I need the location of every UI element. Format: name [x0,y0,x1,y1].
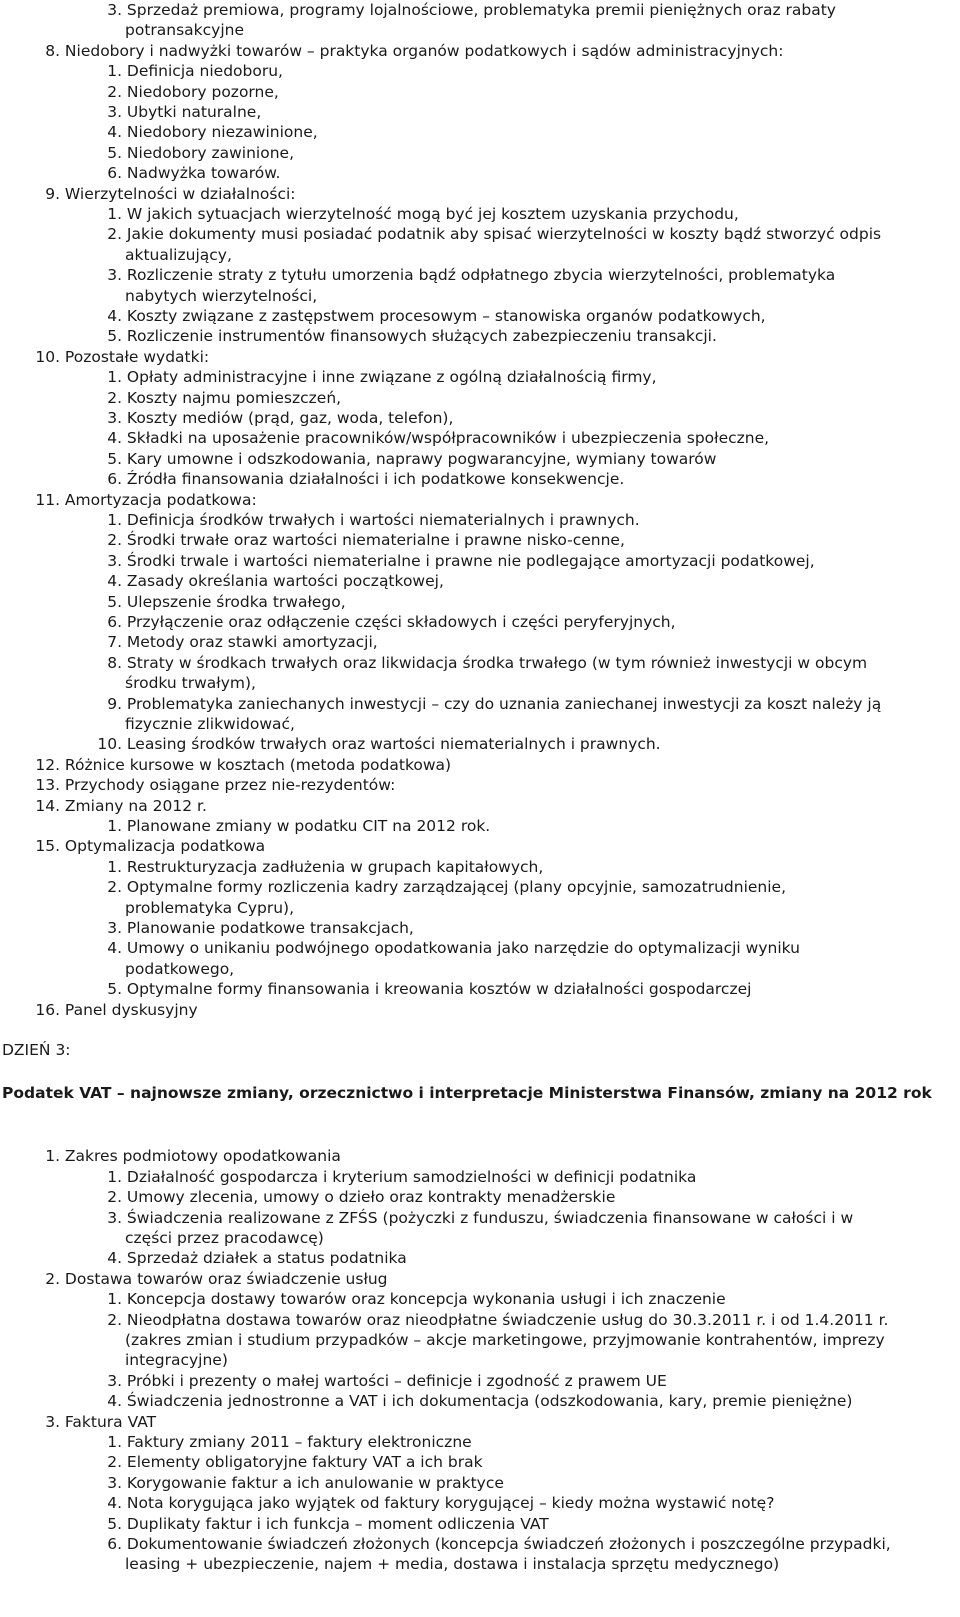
item-number: 2. [107,1310,122,1329]
item-number: 1. [107,1433,122,1451]
outline-subitem [0,122,318,142]
item-text: Elementy obligatoryjne faktury VAT a ich brak [122,1453,483,1472]
outline-subitem [0,326,717,346]
item-number: 1. [45,1147,60,1166]
item-text: Nieodpłatna dostawa towarów oraz nieodpłatne świadczenie usług do 30.3.2011 r. i od 1.4.2011 r. [122,1310,889,1329]
item-text: Składki na uposażenie pracowników/współpracowników i ubezpieczenia społeczne, [122,429,770,448]
item-number: 3. [107,1,122,19]
outline-subitem [0,1208,853,1228]
item-text: Rozliczenie instrumentów finansowych służących zabezpieczeniu transakcji. [122,327,717,346]
item-text: Planowane zmiany w podatku CIT na 2012 rok. [122,817,491,835]
outline-subitem [0,1514,549,1534]
outline-item [0,1269,388,1289]
item-continuation: integracyjne) [125,1351,228,1370]
outline-subitem [0,1371,667,1391]
item-number: 2. [45,1269,60,1288]
outline-subitem [0,61,283,81]
item-number: 3. [107,103,122,121]
item-text: Sprzedaż premiowa, programy lojalnościowe, problematyka premii pieniężnych oraz rabaty [122,1,836,19]
item-number: 5. [107,1514,122,1533]
item-number: 2. [107,388,122,407]
item-text: Sprzedaż działek a status podatnika [122,1249,407,1268]
outline-subitem [0,204,739,224]
item-number: 1. [107,857,122,876]
item-text: Pozostałe wydatki: [60,347,210,366]
item-text: Definicja niedoboru, [122,62,283,81]
outline-subitem [0,571,444,591]
item-number: 1. [107,62,122,81]
item-number: 5. [107,143,122,162]
item-number: 4. [107,939,122,958]
item-number: 4. [107,123,122,142]
outline-item [0,184,296,204]
outline-subitem [0,224,881,244]
item-number: 14. [35,796,60,815]
item-text: Faktura VAT [60,1412,157,1431]
item-text: Środki trwale i wartości niematerialne i prawne nie podlegające amortyzacji podatkowej, [122,551,815,570]
item-text: Ulepszenie środka trwałego, [122,592,346,611]
item-text: Niedobory pozorne, [122,82,279,101]
item-number: 3. [107,1371,122,1390]
item-number: 5. [107,980,122,999]
item-number: 6. [107,613,122,631]
item-text: Restrukturyzacja zadłużenia w grupach kapitałowych, [122,857,544,876]
item-text: Nota korygująca jako wyjątek od faktury korygującej – kiedy można wystawić notę? [122,1494,775,1513]
item-text: Problematyka zaniechanych inwestycji – czy do uznania zaniechanej inwestycji za koszt należy ją [122,694,882,713]
item-continuation: nabytych wierzytelności, [125,286,318,305]
outline-subitem [0,367,657,387]
item-number: 2. [107,531,122,550]
item-number: 2. [107,1453,122,1472]
item-text: Straty w środkach trwałych oraz likwidacja środka trwałego (w tym również inwestycji w obcym [122,653,868,672]
item-text: Niedobory zawinione, [122,143,294,162]
item-number: 3. [107,409,122,427]
item-number: 1. [107,1290,122,1309]
item-text: Duplikaty faktur i ich funkcja – moment odliczenia VAT [122,1514,549,1533]
item-number: 6. [107,1535,122,1553]
item-text: Umowy zlecenia, umowy o dzieło oraz kontrakty menadżerskie [122,1188,616,1207]
outline-subitem [0,612,676,632]
outline-subitem [0,265,835,285]
item-number: 1. [107,1167,122,1186]
item-text: Dostawa towarów oraz świadczenie usług [60,1269,388,1288]
item-text: Leasing środków trwałych oraz wartości niematerialnych i prawnych. [122,735,661,754]
day-heading: DZIEŃ 3: [2,1041,71,1059]
item-continuation: podatkowego, [125,959,235,978]
item-number: 5. [107,327,122,346]
outline-item [0,41,783,61]
outline-subitem [0,1289,726,1309]
item-text: Panel dyskusyjny [60,1000,198,1019]
item-continuation: fizycznie zlikwidować, [125,715,295,733]
item-text: Amortyzacja podatkowa: [60,490,257,509]
item-number: 10. [35,347,60,366]
item-text: Przyłączenie oraz odłączenie części składowych i części peryferyjnych, [122,613,676,631]
item-text: Świadczenia jednostronne a VAT i ich dokumentacja (odszkodowania, kary, premie pieniężne) [122,1392,853,1411]
outline-subitem [0,632,378,652]
item-text: Koncepcja dostawy towarów oraz koncepcja wykonania usługi i ich znaczenie [122,1290,726,1309]
item-number: 10. [97,735,122,754]
item-number: 4. [107,1494,122,1513]
outline-subitem [0,388,341,408]
item-text: Korygowanie faktur a ich anulowanie w praktyce [122,1473,504,1492]
item-text: Umowy o unikaniu podwójnego opodatkowania jako narzędzie do optymalizacji wyniku [122,939,800,958]
outline-item [0,1146,341,1166]
item-number: 1. [107,511,122,529]
item-text: Działalność gospodarcza i kryterium samodzielności w definicji podatnika [122,1167,697,1186]
item-text: Świadczenia realizowane z ZFŚS (pożyczki z funduszu, świadczenia finansowane w całości i w [122,1208,854,1227]
item-text: Opłaty administracyjne i inne związane z ogólną działalnością firmy, [122,368,657,387]
item-number: 4. [107,307,122,325]
outline-subitem [0,1167,696,1187]
item-text: Kary umowne i odszkodowania, naprawy pogwarancyjne, wymiany towarów [122,449,717,468]
item-number: 6. [107,470,122,489]
outline-subitem [0,979,751,999]
item-text: Dokumentowanie świadczeń złożonych (koncepcja świadczeń złożonych i poszczególne przypadki, [122,1535,891,1553]
outline-subitem [0,1534,891,1554]
item-number: 16. [35,1000,60,1019]
outline-subitem [0,1391,852,1411]
outline-subitem [0,551,815,571]
item-number: 11. [35,490,60,509]
item-text: Środki trwałe oraz wartości niematerialne i prawne nisko-cenne, [122,531,625,550]
item-number: 3. [107,551,122,570]
item-text: Optymalizacja podatkowa [60,837,266,856]
item-text: Koszty najmu pomieszczeń, [122,388,342,407]
item-number: 3. [107,266,122,285]
item-text: Ubytki naturalne, [122,103,262,121]
item-number: 4. [107,429,122,448]
item-text: Różnice kursowe w kosztach (metoda podatkowa) [60,755,452,774]
outline-subitem [0,816,490,836]
item-number: 2. [107,1188,122,1207]
outline-subitem [0,1248,407,1268]
item-text: Rozliczenie straty z tytułu umorzenia bądź odpłatnego zbycia wierzytelności, problematyka [122,266,836,285]
item-number: 1. [107,205,122,223]
item-text: Faktury zmiany 2011 – faktury elektroniczne [122,1433,472,1451]
item-number: 7. [107,633,122,652]
item-continuation: problematyka Cypru), [125,898,295,917]
item-text: Optymalne formy rozliczenia kadry zarządzającej (plany opcyjnie, samozatrudnienie, [122,878,787,897]
outline-subitem [0,1310,888,1330]
item-number: 13. [35,776,60,795]
item-continuation: potransakcyjne [125,21,245,40]
item-continuation: leasing + ubezpieczenie, najem + media, dostawa i instalacja sprzętu medycznego) [125,1555,780,1574]
outline-subitem [0,530,625,550]
item-number: 4. [107,1249,122,1268]
outline-subitem [0,1473,504,1493]
item-text: Niedobory niezawinione, [122,123,318,142]
item-number: 15. [35,837,60,856]
outline-subitem [0,82,279,102]
item-number: 8. [107,653,122,672]
outline-item [0,1000,198,1020]
section-title: Podatek VAT – najnowsze zmiany, orzecznictwo i interpretacje Ministerstwa Finansów, zmiany na 2012 rok [2,1084,932,1103]
outline-item [0,796,207,816]
item-number: 3. [107,919,122,937]
outline-subitem [0,918,414,938]
outline-subitem [0,163,280,183]
item-text: Jakie dokumenty musi posiadać podatnik aby spisać wierzytelności w koszty bądź stworzyć odpis [122,225,882,244]
outline-subitem [0,1452,483,1472]
item-text: Planowanie podatkowe transakcjach, [122,919,414,937]
outline-subitem [0,938,800,958]
outline-subitem [0,1432,472,1452]
outline-subitem [0,449,716,469]
item-number: 3. [45,1412,60,1431]
item-number: 1. [107,368,122,387]
item-number: 4. [107,1392,122,1411]
outline-item [0,755,451,775]
outline-subitem [0,857,543,877]
item-number: 5. [107,592,122,611]
item-number: 3. [107,1208,122,1227]
item-continuation: (zakres zmian i studium przypadków – akcje marketingowe, przyjmowanie kontrahentów, imprezy [125,1331,885,1349]
item-number: 12. [35,755,60,774]
item-continuation: aktualizujący, [125,245,232,264]
item-text: Zmiany na 2012 r. [60,796,207,815]
item-text: Wierzytelności w działalności: [60,184,296,203]
outline-subitem [0,1493,774,1513]
outline-subitem [0,408,453,428]
outline-item [0,836,265,856]
outline-subitem [0,306,766,326]
item-number: 2. [107,225,122,244]
item-text: Niedobory i nadwyżki towarów – praktyka organów podatkowych i sądów administracyjnych: [60,41,784,60]
item-text: Zakres podmiotowy opodatkowania [60,1147,341,1166]
item-text: Zasady określania wartości początkowej, [122,572,444,591]
outline-subitem [0,592,346,612]
item-text: Przychody osiągane przez nie-rezydentów: [60,776,396,795]
item-text: Źródła finansowania działalności i ich podatkowe konsekwencje. [122,470,625,489]
outline-item [0,347,209,367]
item-number: 6. [107,164,122,183]
item-text: Nadwyżka towarów. [122,164,281,183]
outline-item [0,1412,156,1432]
item-text: Metody oraz stawki amortyzacji, [122,633,378,652]
outline-subitem [0,143,294,163]
item-number: 3. [107,1473,122,1492]
item-number: 1. [107,817,122,835]
item-continuation: środku trwałym), [125,674,256,693]
outline-item [0,775,395,795]
item-text: W jakich sytuacjach wierzytelność mogą być jej kosztem uzyskania przychodu, [122,205,739,223]
item-number: 4. [107,572,122,591]
outline-subitem [0,877,786,897]
outline-subitem [0,734,661,754]
item-number: 9. [107,694,122,713]
outline-subitem [0,0,836,20]
item-number: 2. [107,82,122,101]
item-number: 9. [45,184,60,203]
item-number: 5. [107,449,122,468]
item-text: Definicja środków trwałych i wartości niematerialnych i prawnych. [122,511,640,529]
item-number: 8. [45,41,60,60]
outline-item [0,490,257,510]
outline-subitem [0,469,624,489]
outline-subitem [0,1187,615,1207]
outline-subitem [0,653,867,673]
outline-subitem [0,694,881,714]
item-text: Próbki i prezenty o małej wartości – definicje i zgodność z prawem UE [122,1371,667,1390]
outline-subitem [0,510,640,530]
outline-subitem [0,102,261,122]
item-number: 2. [107,878,122,897]
item-text: Optymalne formy finansowania i kreowania kosztów w działalności gospodarczej [122,980,752,999]
item-continuation: części przez pracodawcę) [125,1229,324,1247]
item-text: Koszty związane z zastępstwem procesowym – stanowiska organów podatkowych, [122,307,766,325]
item-text: Koszty mediów (prąd, gaz, woda, telefon), [122,409,454,427]
outline-subitem [0,428,769,448]
